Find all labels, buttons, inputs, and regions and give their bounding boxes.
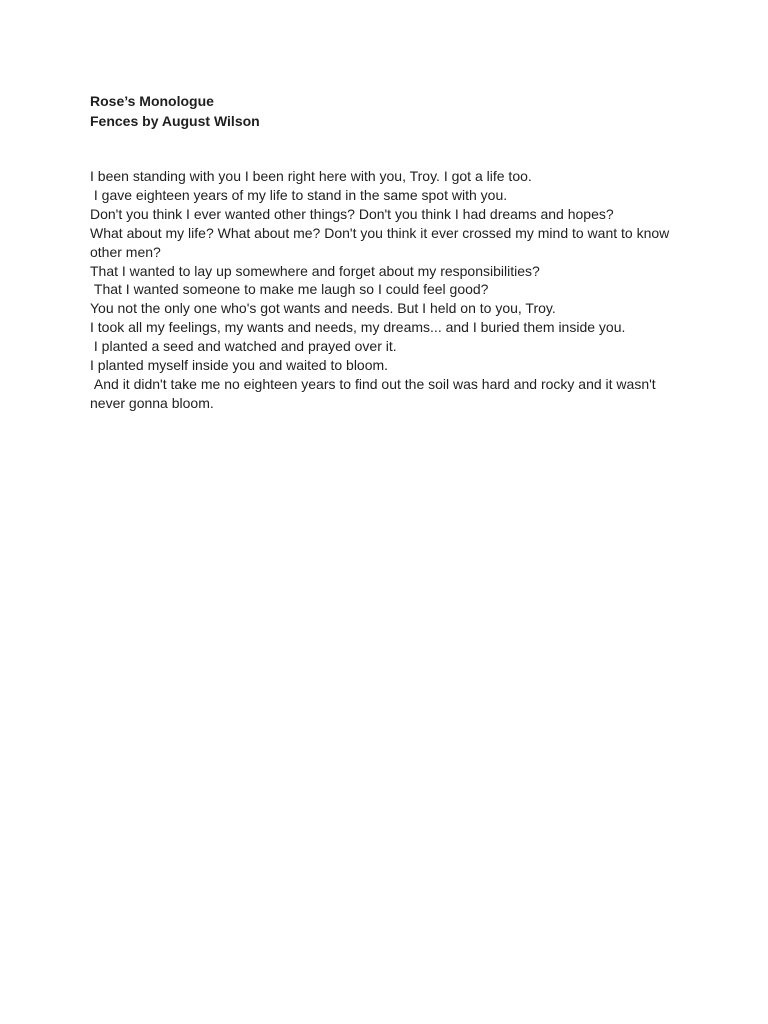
monologue-line-3: Don't you think I ever wanted other things? Don't you think I had dreams and hopes? — [90, 205, 614, 222]
monologue-line-10: I planted myself inside you and waited to bloom. — [90, 357, 389, 374]
monologue-line-8: I took all my feelings, my wants and needs, my dreams... and I buried them inside you. — [90, 319, 626, 336]
monologue-line-6: That I wanted someone to make me laugh so I could feel good? — [90, 281, 489, 298]
monologue-line-5: That I wanted to lay up somewhere and forget about my responsibilities? — [90, 262, 540, 279]
monologue-line-11: And it didn't take me no eighteen years to find out the soil was hard and rocky and it wasn't never gonna bloom. — [90, 375, 660, 411]
monologue-line-9: I planted a seed and watched and prayed over it. — [90, 338, 397, 355]
monologue-line-4: What about my life? What about me? Don't you think it ever crossed my mind to want to know other men? — [90, 224, 674, 260]
monologue-text — [90, 167, 680, 413]
document-title: Rose’s Monologue — [90, 93, 214, 109]
document-subtitle: Fences by August Wilson — [90, 113, 260, 129]
monologue-line-2: I gave eighteen years of my life to stand in the same spot with you. — [90, 186, 508, 203]
monologue-line-7: You not the only one who's got wants and needs. But I held on to you, Troy. — [90, 300, 556, 317]
monologue-line-1: I been standing with you I been right here with you, Troy. I got a life too. — [90, 168, 532, 184]
document-page — [90, 91, 680, 413]
